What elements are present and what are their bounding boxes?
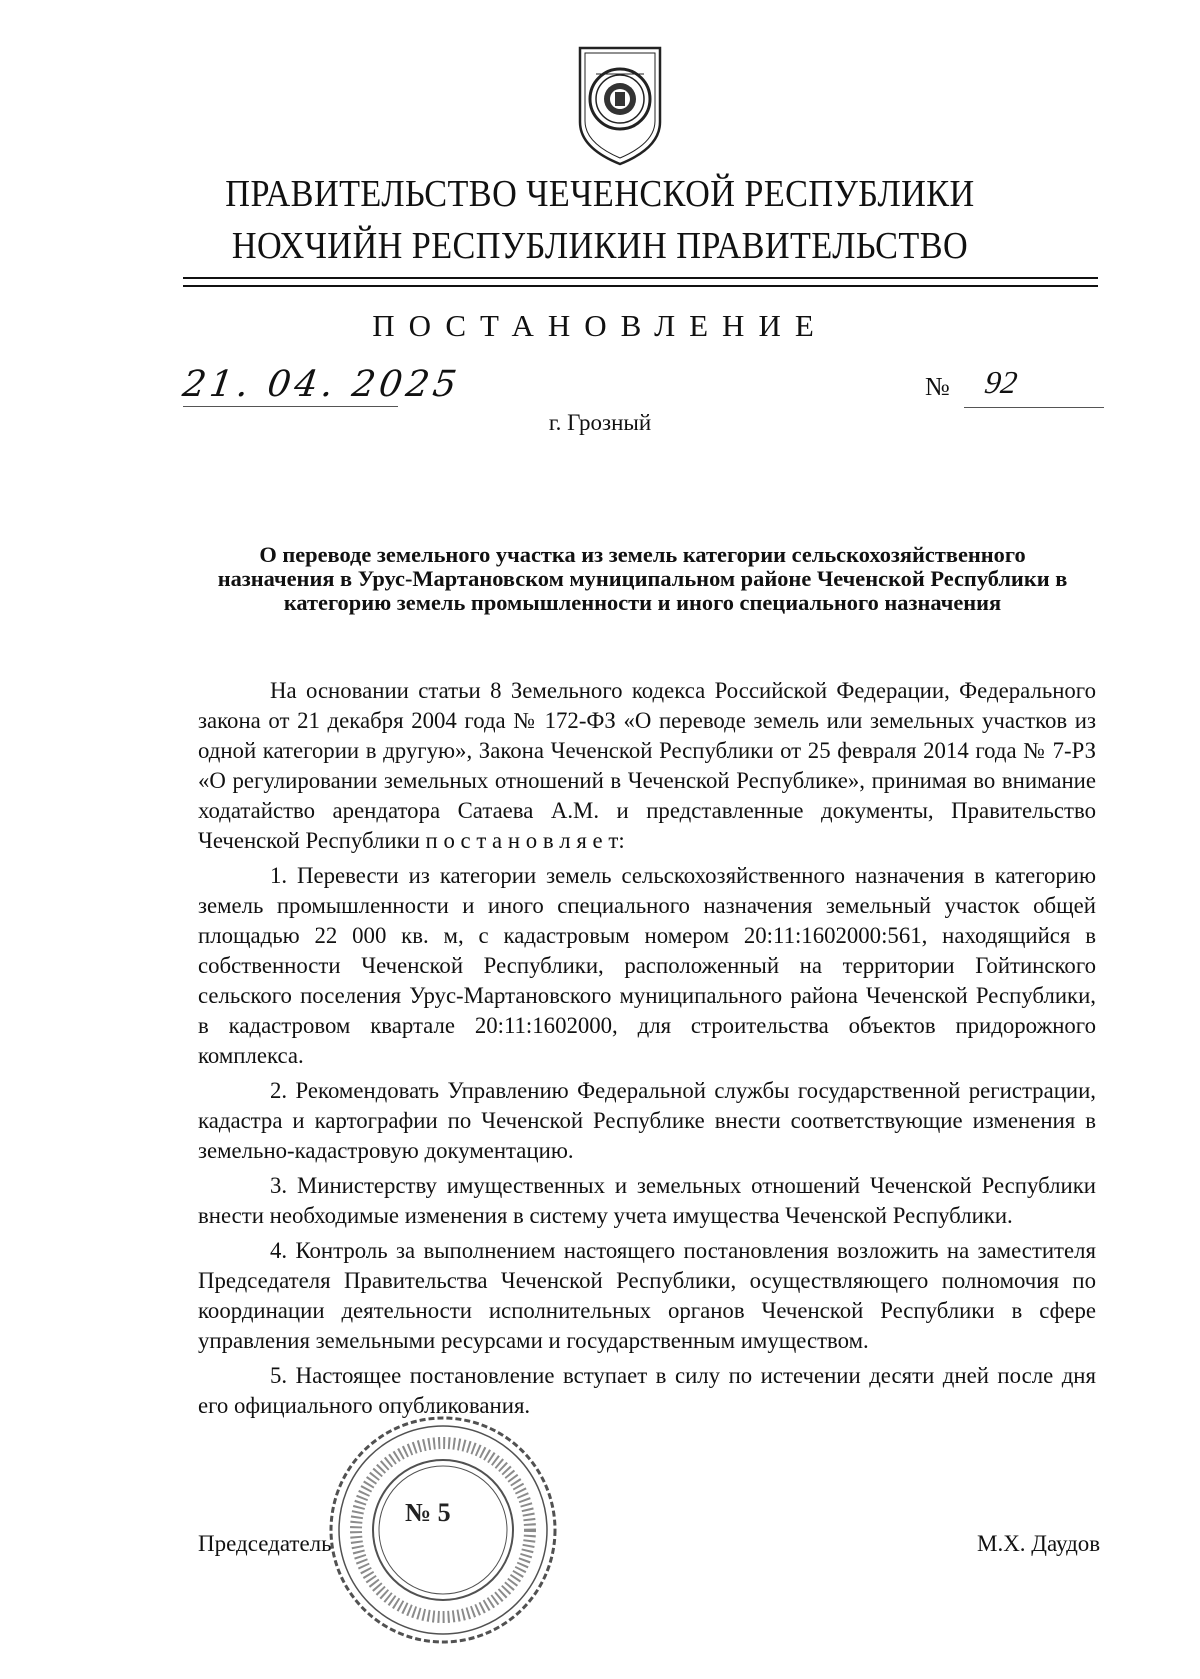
stamp-number: № 5 [405, 1498, 451, 1527]
clause-4: 4. Контроль за выполнением настоящего постановления возложить на заместителя Председателя Правительства Чеченской Республики, осуществляющего полномочия по координации деятельности исполнительных органов Чеченской Республики в сфере управления земельными ресурсами и государственным имуществом. [198, 1238, 1096, 1353]
preamble-paragraph: На основании статьи 8 Земельного кодекса Российской Федерации, Федерального закона от 21 декабря 2004 года № 172-ФЗ «О переводе земель или земельных участков из одной категории в другую», Закона Чеченской Республики от 25 февраля 2014 года № 7-РЗ «О регулировании земельных отношений в Чеченской Республике», принимая во внимание ходатайство арендатора Сатаева А.М. и представленные документы, Правительство Чеченской Республики п о с т а н о в л я е т: [198, 678, 1096, 853]
official-stamp-icon [323, 1410, 563, 1650]
government-title-chechen: НОХЧИЙН РЕСПУБЛИКИН ПРАВИТЕЛЬСТВО [231, 225, 969, 267]
coat-of-arms-icon [576, 44, 664, 168]
document-title: О переводе земельного участка из земель категории сельскохозяйственного назначения в Урус-Мартановском муниципальном районе Чеченской Республики в категорию земель промышленности и иного специального назначения [217, 542, 1068, 615]
document-number: 92 [982, 364, 1020, 400]
header-rule-top [183, 277, 1098, 279]
number-underline [964, 407, 1104, 408]
clause-2: 2. Рекомендовать Управлению Федеральной службы государственной регистрации, кадастра и картографии по Чеченской Республике внести соответствующие изменения в земельно-кадастровую документацию. [198, 1078, 1096, 1163]
document-body [198, 676, 1096, 1426]
government-title: ПРАВИТЕЛЬСТВО ЧЕЧЕНСКОЙ РЕСПУБЛИКИ [225, 173, 975, 215]
document-date: 21. 04. 2025 [180, 364, 463, 405]
signatory-name: М.Х. Даудов [977, 1531, 1101, 1556]
document-type: ПОСТАНОВЛЕНИЕ [372, 308, 828, 343]
clause-5: 5. Настоящее постановление вступает в силу по истечении десяти дней после дня его официального опубликования. [198, 1363, 1096, 1418]
clause-3: 3. Министерству имущественных и земельных отношений Чеченской Республики внести необходимые изменения в систему учета имущества Чеченской Республики. [198, 1173, 1096, 1228]
signatory-position: Председатель [198, 1531, 332, 1556]
header-rule-bottom [183, 285, 1098, 287]
number-label: № [925, 372, 950, 401]
city: г. Грозный [548, 410, 652, 435]
date-underline [183, 406, 398, 407]
clause-1: 1. Перевести из категории земель сельскохозяйственного назначения в категорию земель промышленности и иного специального назначения земельный участок общей площадью 22 000 кв. м, с кадастровым номером 20:11:1602000:561, находящийся в собственности Чеченской Республики, расположенный на территории Гойтинского сельского поселения Урус-Мартановского муниципального района Чеченской Республики, в кадастровом квартале 20:11:1602000, для строительства объектов придорожного комплекса. [198, 863, 1096, 1068]
